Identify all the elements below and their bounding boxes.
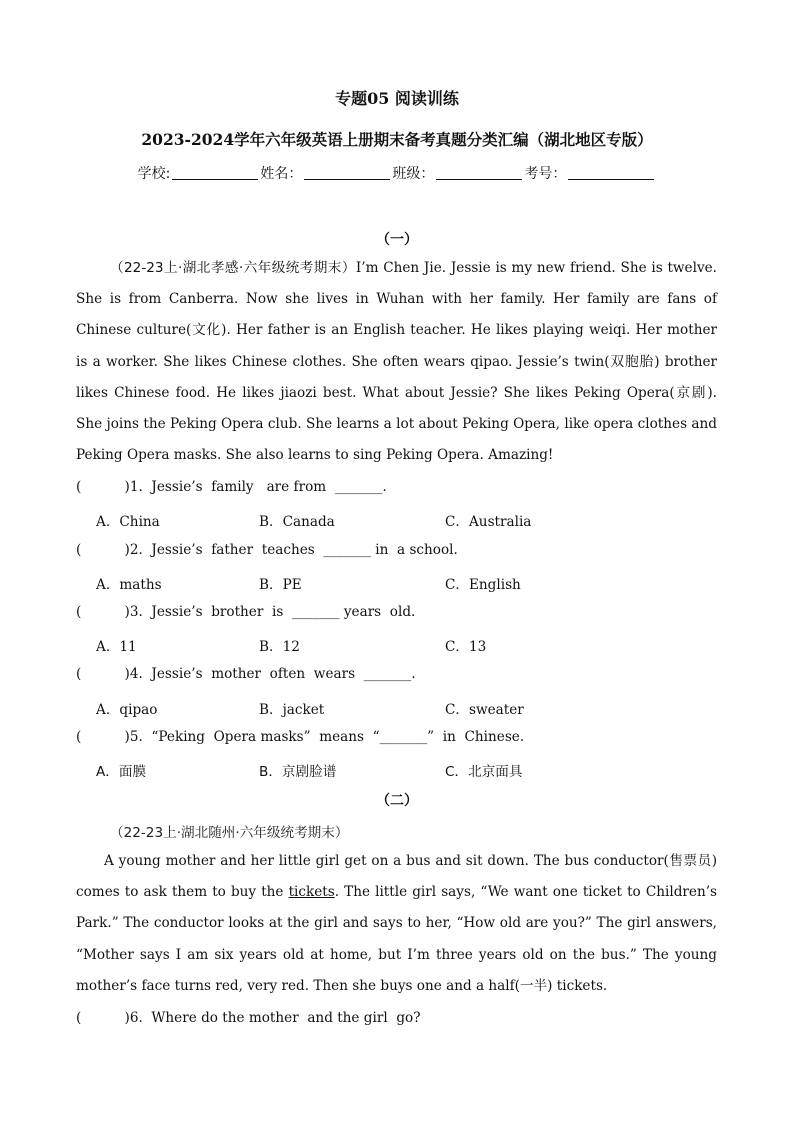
page-subtitle: 2023-2024学年六年级英语上册期末备考真题分类汇编（湖北地区专版） <box>141 130 653 149</box>
q2-option-c[interactable]: C．English <box>445 577 521 593</box>
section-2-passage <box>76 846 717 1002</box>
q5-option-a[interactable]: A．面膜 <box>96 764 147 780</box>
section-2-source: （22-23上·湖北随州·六年级统考期末） <box>110 825 349 841</box>
section-2-heading: （二） <box>376 793 418 809</box>
q5-option-b[interactable]: B．京剧脸谱 <box>259 764 337 780</box>
name-blank[interactable] <box>304 165 390 180</box>
question-1: ( )1. Jessie’s family are from _______. <box>76 479 387 495</box>
q3-option-b[interactable]: B．12 <box>259 639 300 655</box>
q1-option-b[interactable]: B．Canada <box>259 514 335 530</box>
section-2-passage-text-2: . The little girl says, “We want one ticket to Children’s Park.” The conductor looks at the girl and says to her, “How old are you?” The girl answers, “Mother says I am six years old at home, but I’m three years old on the bus.” The young mother’s face turns red, very red. Then she buys one and a half(一半) tickets. <box>76 884 717 994</box>
q2-option-b[interactable]: B．PE <box>259 577 302 593</box>
underlined-word-tickets: tickets <box>288 884 335 901</box>
school-label: 学校: <box>137 166 171 182</box>
question-4: ( )4. Jessie’s mother often wears _______. <box>76 666 416 682</box>
name-label: 姓名： <box>260 166 303 182</box>
section-1-passage <box>76 253 717 471</box>
section-1-heading: （一） <box>376 232 418 248</box>
question-5: ( )5. “Peking Opera masks” means “_______” in Chinese. <box>76 729 525 745</box>
class-label: 班级： <box>392 166 435 182</box>
class-blank[interactable] <box>436 165 522 180</box>
page-title: 专题05 阅读训练 <box>335 89 459 108</box>
q1-option-c[interactable]: C．Australia <box>445 514 532 530</box>
section-1-source: （22-23上·湖北孝感·六年级统考期末） <box>110 260 356 276</box>
q5-option-c[interactable]: C．北京面具 <box>445 764 523 780</box>
q4-option-a[interactable]: A．qipao <box>96 702 158 718</box>
q3-option-a[interactable]: A．11 <box>96 639 137 655</box>
question-3: ( )3. Jessie’s brother is _______ years old. <box>76 604 416 620</box>
question-6: ( )6. Where do the mother and the girl go? <box>76 1010 421 1026</box>
q3-option-c[interactable]: C．13 <box>445 639 487 655</box>
section-2-passage-text-1: A young mother and her little girl get on a bus and sit down. The bus conductor(售票员) comes to ask them to buy the <box>76 853 717 901</box>
school-blank[interactable] <box>172 165 258 180</box>
q4-option-b[interactable]: B．jacket <box>259 702 325 718</box>
student-info-line <box>0 163 794 183</box>
question-2: ( )2. Jessie’s father teaches _______ in a school. <box>76 542 458 558</box>
section-1-passage-text: I’m Chen Jie. Jessie is my new friend. She is twelve. She is from Canberra. Now she lives in Wuhan with her family. Her family are fans of Chinese culture(文化). Her father is an English teacher. He likes playing weiqi. Her mother is a worker. She likes Chinese clothes. She often wears qipao. Jessie’s twin(双胞胎) brother likes Chinese food. He likes jiaozi best. What about Jessie? She likes Peking Opera(京剧). She joins the Peking Opera club. She learns a lot about Peking Opera, like opera clothes and Peking Opera masks. She also learns to sing Peking Opera. Amazing! <box>76 260 717 464</box>
q2-option-a[interactable]: A．maths <box>96 577 162 593</box>
q4-option-c[interactable]: C．sweater <box>445 702 524 718</box>
q1-option-a[interactable]: A．China <box>96 514 160 530</box>
exam-number-blank[interactable] <box>568 165 654 180</box>
exam-number-label: 考号： <box>524 166 567 182</box>
